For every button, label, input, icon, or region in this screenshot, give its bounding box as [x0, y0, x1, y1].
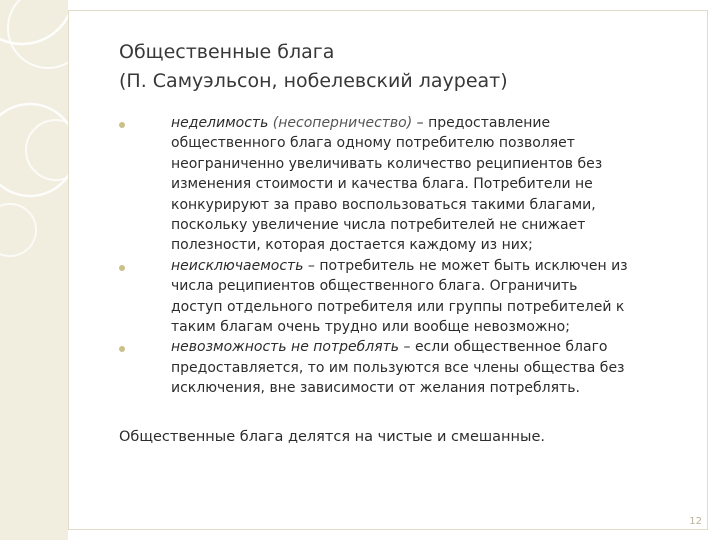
bullet-line — [171, 337, 709, 357]
bullet-list — [119, 113, 709, 399]
bullet-line: неограниченно увеличивать количество реципиентов без — [171, 155, 603, 172]
bullet-line: исключения, вне зависимости от желания потреблять. — [171, 380, 580, 397]
bullet-line: таким благам очень трудно или вообще невозможно; — [171, 319, 570, 336]
bullet-line — [171, 113, 709, 133]
bullet-marker-icon — [119, 346, 125, 352]
bullet-marker-icon — [119, 122, 125, 128]
bullet-term: невозможность не потреблять — [171, 339, 400, 356]
bullet-marker-icon — [119, 265, 125, 271]
title-line-2: (П. Самуэльсон, нобелевский лауреат) — [119, 70, 508, 92]
bullet-line: изменения стоимости и качества блага. Потребители не — [171, 176, 593, 193]
bullet-text: – если общественное благо — [399, 339, 608, 356]
title-line-1: Общественные блага — [119, 41, 335, 63]
bullet-text: – предоставление — [412, 115, 551, 131]
bullet-line — [171, 256, 709, 276]
bullet-text: – потребитель не может быть исключен из — [303, 257, 628, 274]
summary-note: Общественные блага делятся на чистые и смешанные. — [119, 429, 545, 445]
bullet-term: неделимость — [171, 115, 269, 131]
bullet-item — [119, 256, 709, 338]
page-number: 12 — [689, 516, 702, 527]
bullet-item — [119, 113, 709, 256]
slide-title — [119, 38, 508, 96]
bullet-term: неисключаемость — [171, 257, 304, 274]
bullet-line: доступ отдельного потребителя или группы потребителей к — [171, 298, 625, 315]
bullet-line: конкурируют за право воспользоваться такими благами, — [171, 196, 596, 213]
bullet-line: общественного блага одному потребителю позволяет — [171, 135, 575, 152]
bullet-line: поскольку увеличение числа потребителей не снижает — [171, 217, 586, 234]
bullet-line: предоставляется, то им пользуются все члены общества без — [171, 359, 625, 376]
bullet-line: числа реципиентов общественного блага. Ограничить — [171, 278, 578, 295]
bullet-item — [119, 337, 709, 398]
bullet-line: полезности, которая достается каждому из них; — [171, 237, 533, 254]
bullet-term-extra: (несоперничество) — [268, 115, 413, 131]
